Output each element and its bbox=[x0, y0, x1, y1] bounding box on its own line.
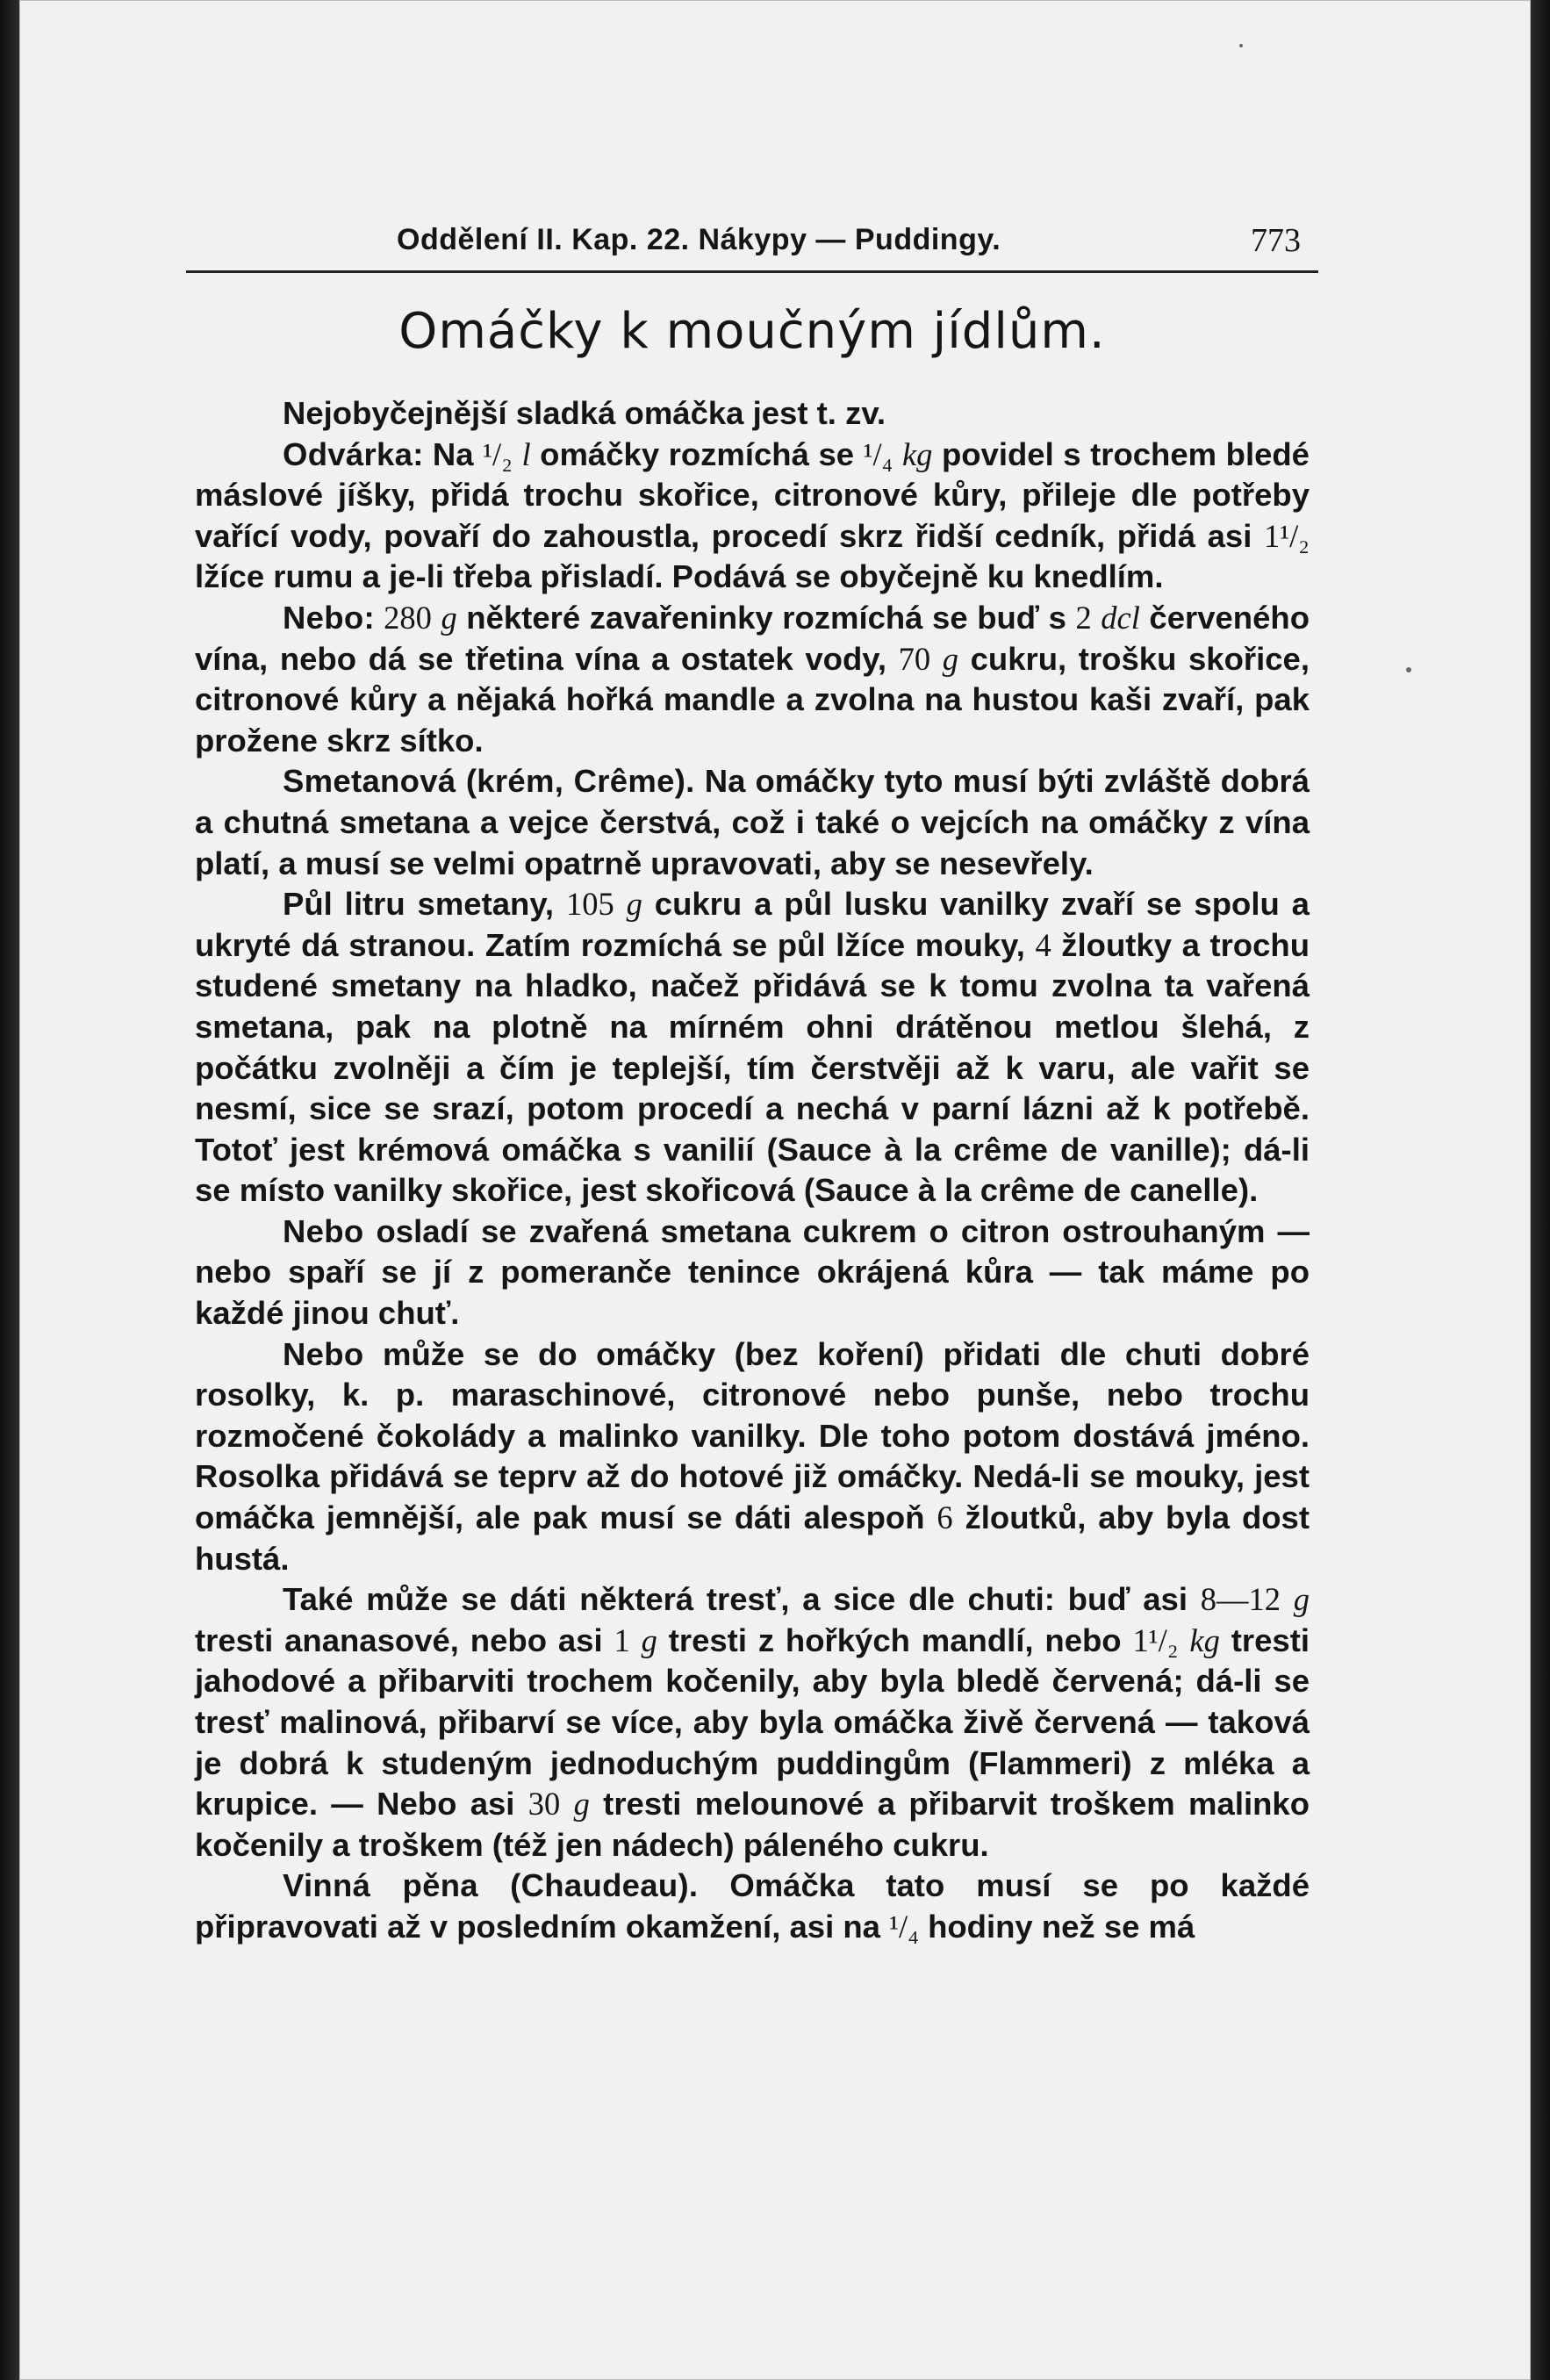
scan-right-edge bbox=[1531, 0, 1550, 2380]
book-page bbox=[19, 0, 1531, 2380]
paragraph-vinna-pena: Vinná pěna (Chaudeau). Omáčka tato musí se po každé připravovati až v posledním okamžení, asi na ¹/₄ hodiny než se má bbox=[195, 1867, 1310, 1945]
paragraph-smetanova: Smetanová (krém, Crême). Na omáčky tyto musí býti zvláště dobrá a chutná smetana a vejce čerstvá, což i také o vejcích na omáčky z vína platí, a musí se velmi opatrně upravovati, aby se nesevřely. bbox=[195, 763, 1310, 881]
page-number: 773 bbox=[1251, 222, 1301, 259]
running-header bbox=[186, 218, 1318, 273]
body-text bbox=[195, 393, 1310, 1948]
scan-speck bbox=[1406, 667, 1411, 672]
intro-paragraph: Nejobyčejnější sladká omáčka jest t. zv. bbox=[283, 395, 886, 431]
header-text: Oddělení II. Kap. 22. Nákypy — Puddingy. bbox=[397, 223, 1001, 256]
paragraph-trest: Také může se dáti některá tresť, a sice dle chuti: buď asi 8—12 g tresti ananasové, nebo asi 1 g tresti z hořkých mandlí, nebo 1¹/₂ kg tresti jahodové a přibarviti trochem kočenily, aby byla bledě červená; dá-li se tresť malinová, přibarví se více, aby byla omáčka živě červená — taková je dobrá k studeným jednoduchým puddingům (Flammeri) z mléka a krupice. — Nebo asi 30 g tresti melounové a přibarvit troškem malinko kočenily a troškem (též jen nádech) páleného cukru. bbox=[195, 1581, 1310, 1863]
paragraph-nebo-zavareninky: Nebo: 280 g některé zavařeninky rozmíchá se buď s 2 dcl červeného vína, nebo dá se třetina vína a ostatek vody, 70 g cukru, trošku skořice, citronové kůry a nějaká hořká mandle a zvolna na hustou kaši zvaří, pak prožene skrz sítko. bbox=[195, 599, 1310, 759]
paragraph-nebo-rosolka: Nebo může se do omáčky (bez koření) přidati dle chuti dobré rosolky, k. p. maraschinové, citronové nebo punše, nebo trochu rozmočené čokolády a malinko vanilky. Dle toho potom dostává jméno. Rosolka přidává se teprv až do hotové již omáčky. Nedá-li se mouky, jest omáčka jemnější, ale pak musí se dáti alespoň 6 žloutků, aby byla dost hustá. bbox=[195, 1335, 1310, 1577]
section-title: Omáčky k moučným jídlům. bbox=[398, 303, 1106, 360]
paragraph-nebo-citron: Nebo osladí se zvařená smetana cukrem o citron ostrouhaným — nebo spaří se jí z pomeranče tenince okrájená kůra — tak máme po každé jinou chuť. bbox=[195, 1212, 1310, 1332]
scan-speck bbox=[1239, 44, 1243, 47]
paragraph-odvarka: Odvárka: Na ¹/₂ l omáčky rozmíchá se ¹/₄ kg povidel s trochem bledé máslové jíšky, přidá trochu skořice, citronové kůry, přileje dle potřeby vařící vody, povaří do zahoustla, procedí skrz řidší cedník, přidá asi 1¹/₂ lžíce rumu a je-li třeba přisladí. Podává se obyčejně ku knedlím. bbox=[195, 435, 1310, 595]
paragraph-pul-litru: Půl litru smetany, 105 g cukru a půl lusku vanilky zvaří se spolu a ukryté dá stranou. Zatím rozmíchá se půl lžíce mouky, 4 žloutky a trochu studené smetany na hladko, načež přidává se k tomu zvolna ta vařená smetana, pak na plotně na mírném ohni drátěnou metlou šlehá, z počátku zvolněji a čím je teplejší, tím čerstvěji až k varu, ale vařit se nesmí, sice se srazí, potom procedí a nechá v parní lázni až k potřebě. Totoť jest krémová omáčka s vanilií (Sauce à la crême de vanille); dá-li se místo vanilky skořice, jest skořicová (Sauce à la crême de canelle). bbox=[195, 886, 1310, 1209]
scan-left-edge bbox=[0, 0, 19, 2380]
